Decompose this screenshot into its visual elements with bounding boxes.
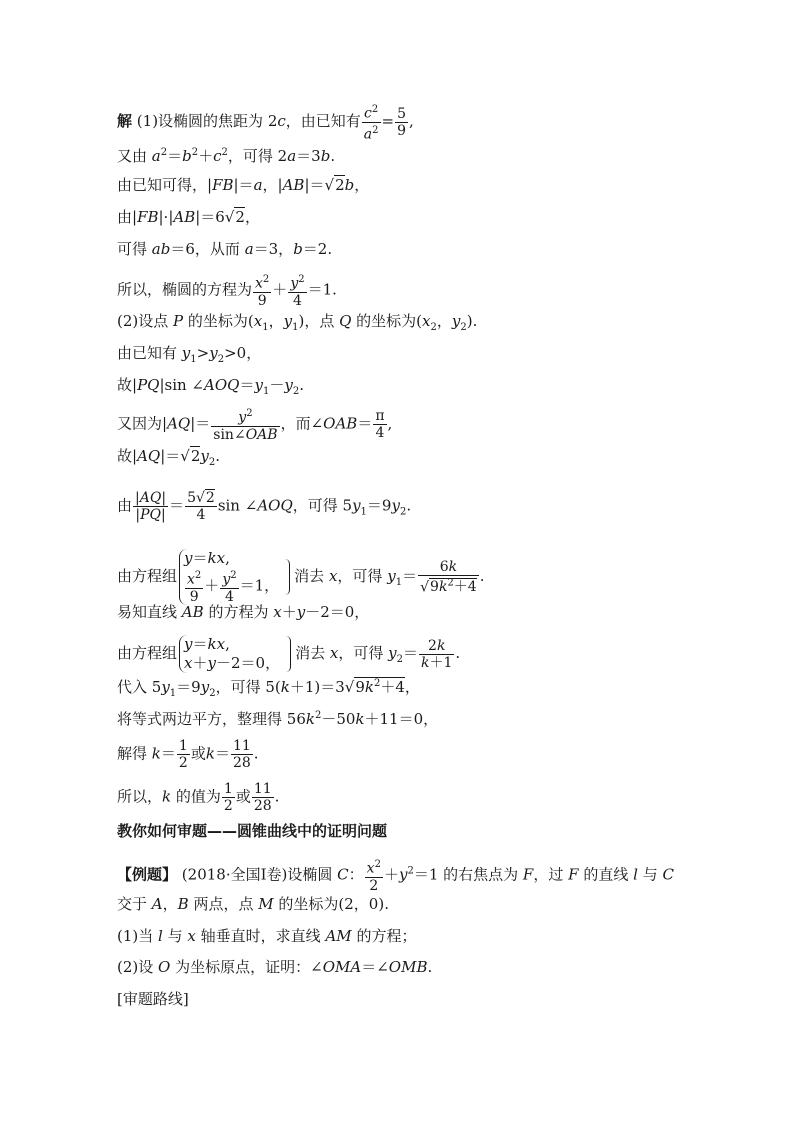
fraction: $\frac{5√2}{4}$ [187, 490, 215, 523]
example-line-5: [审题路线] [117, 990, 189, 1008]
fraction: $\frac{6k}{√9k^2+4}$ [420, 558, 477, 596]
solution-line-1: 解 (1)设椭圆的焦距为 2c，由已知有 $\frac{c^2}{a^2}$ = $\frac{5}{9}$ , [117, 104, 414, 143]
fraction: $\frac{c^2}{a^2}$ [363, 104, 379, 143]
equation-system: y＝kx, $\frac{x^2}{9}$ ＋ $\frac{y^2}{4}$ ＝1， [179, 549, 279, 605]
solution-line-17: 将等式两边平方，整理得 $56k^2-50k+11=0$， [117, 710, 439, 728]
fraction: $\frac{11}{28}$ [253, 781, 272, 814]
equation-system: y＝kx, x＋y－2＝0， [179, 635, 280, 673]
solution-line-13: 由方程组 y＝kx, $\frac{x^2}{9}$ ＋ $\frac{y^2}{4}$ ＝1， 消去 x，可得 $y_1=$ $\frac{6k}{√9k^2+4}$ . [117, 549, 485, 605]
example-label: 【例题】 [117, 865, 178, 884]
solution-line-18: 解得 k＝ $\frac{1}{2}$ 或k＝ $\frac{11}{28}$ . [117, 738, 259, 771]
solution-line-9: 故|PQ|sin $\angle AOQ=y_1-y_2$. [117, 376, 304, 397]
fraction: $\frac{y^2}{4}$ [290, 274, 305, 309]
fraction: $\frac{2k}{k+1}$ [421, 637, 453, 671]
solution-line-4: 由|FB|·|AB|＝6√2， [117, 208, 260, 226]
fraction: $\frac{|AQ|}{|PQ|}$ [135, 490, 167, 523]
solution-line-14: 易知直线 AB 的方程为 x＋y－2＝0， [117, 603, 370, 621]
solution-line-16: 代入 $5y_1=9y_2$，可得 $5(k+1)=3√9k^2+4$， [117, 678, 420, 699]
fraction: $\frac{1}{2}$ [223, 781, 233, 814]
solution-line-6: 所以，椭圆的方程为 $\frac{x^2}{9}$ ＋ $\frac{y^2}{4}$ ＝1. [117, 274, 337, 309]
brace [285, 559, 290, 595]
example-line-1: 【例题】 (2018·全国Ⅰ卷)设椭圆 C： $\frac{x^2}{2}$ $+y^2=1$ 的右焦点为 F，过 F 的直线 l 与 C [117, 859, 675, 894]
solution-mark: 解 [117, 112, 133, 131]
fraction: $\frac{x^2}{2}$ [366, 859, 381, 894]
example-line-4: (2)设 O 为坐标原点，证明：∠OMA＝∠OMB. [117, 958, 433, 976]
fraction: $\frac{1}{2}$ [178, 738, 188, 771]
section-heading: 教你如何审题——圆锥曲线中的证明问题 [117, 822, 388, 840]
solution-line-11: 故$|AQ|=√2y_2$. [117, 447, 221, 468]
solution-line-8: 由已知有 $y_1>y_2>0$， [117, 344, 262, 365]
solution-line-10: 又因为|AQ|＝ $\frac{y^2}{\text{sin∠OAB}}$ ，而∠OAB＝ $\frac{\pi}{4}$ , [117, 407, 393, 443]
solution-line-15: 由方程组 y＝kx, x＋y－2＝0， 消去 x，可得 $y_2=$ $\frac{2k}{k+1}$ . [117, 635, 461, 672]
solution-line-3: 由已知可得，|FB|＝a，|AB|＝√2b， [117, 176, 370, 194]
brace [286, 636, 291, 672]
solution-line-19: 所以，k 的值为 $\frac{1}{2}$ 或 $\frac{11}{28}$ . [117, 781, 280, 814]
solution-line-5: 可得 ab＝6，从而 a＝3，b＝2. [117, 240, 333, 258]
fraction: $\frac{y^2}{4}$ [222, 570, 237, 605]
solution-line-2: 又由 $a^2=b^2+c^2$，可得 2a＝3b. [117, 147, 336, 165]
fraction: $\frac{11}{28}$ [232, 738, 251, 771]
fraction: $\frac{y^2}{\text{sin∠OAB}}$ [213, 408, 278, 443]
solution-line-12: 由 $\frac{|AQ|}{|PQ|}$ ＝ $\frac{5√2}{4}$ sin ∠AOQ，可得 $5y_1=9y_2$. [117, 490, 412, 523]
fraction: $\frac{x^2}{9}$ [255, 274, 270, 309]
fraction: $\frac{x^2}{9}$ [187, 570, 202, 605]
fraction: $\frac{5}{9}$ [397, 105, 407, 139]
fraction: $\frac{\pi}{4}$ [375, 407, 385, 441]
solution-line-7: (2)设点 P 的坐标为($x_1$，$y_1$)，点 Q 的坐标为($x_2$，$y_2$). [117, 312, 478, 333]
example-line-2: 交于 A，B 两点，点 M 的坐标为(2，0). [117, 895, 389, 913]
example-line-3: (1)当 l 与 x 轴垂直时，求直线 AM 的方程； [117, 927, 417, 945]
